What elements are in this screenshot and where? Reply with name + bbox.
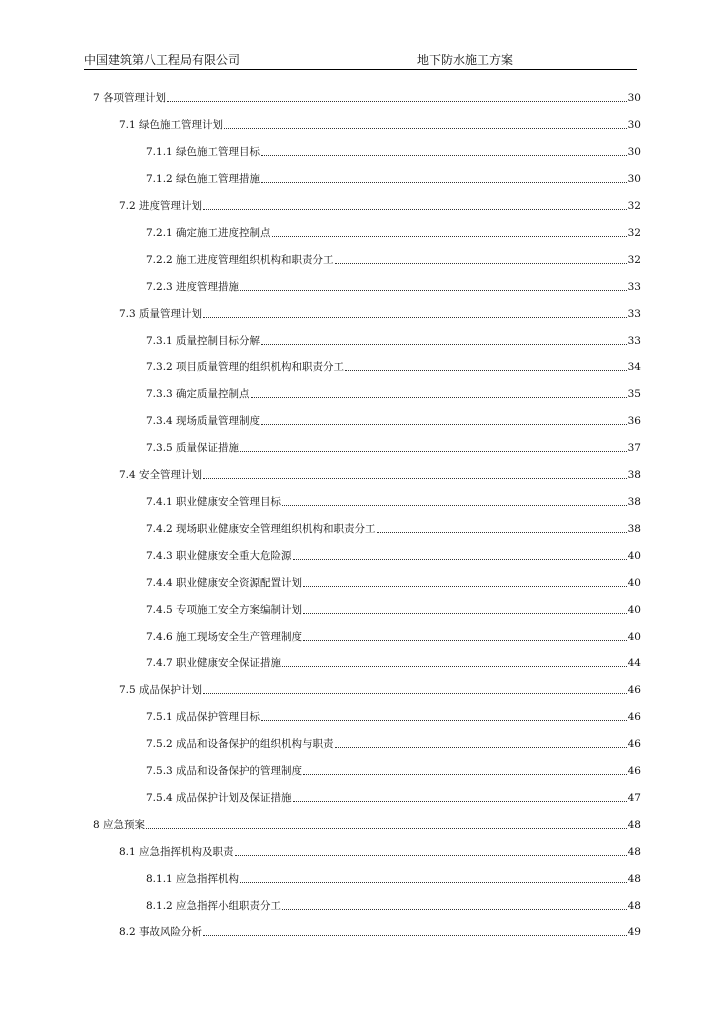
toc-entry-page: 32 — [627, 200, 641, 212]
toc-entry[interactable] — [146, 358, 641, 374]
toc-entry-label: 7.5.2 成品和设备保护的组织机构与职责 — [146, 738, 334, 750]
toc-entry-label: 7.4.4 职业健康安全资源配置计划 — [146, 577, 303, 589]
toc-entry-page: 46 — [627, 711, 641, 723]
toc-entry-label: 7.3.2 项目质量管理的组织机构和职责分工 — [146, 361, 345, 373]
toc-entry-label: 7.4.3 职业健康安全重大危险源 — [146, 550, 292, 562]
toc-entry[interactable] — [146, 439, 641, 455]
toc-entry[interactable] — [146, 654, 641, 670]
toc-entry[interactable] — [146, 897, 641, 913]
toc-entry[interactable] — [146, 332, 641, 348]
toc-dot-leader — [303, 613, 627, 614]
toc-entry-label: 7.4.2 现场职业健康安全管理组织机构和职责分工 — [146, 523, 376, 535]
toc-entry[interactable] — [146, 385, 641, 401]
toc-entry-label: 7.5.3 成品和设备保护的管理制度 — [146, 765, 303, 777]
toc-entry[interactable] — [93, 89, 641, 105]
toc-entry-page: 38 — [627, 523, 641, 535]
toc-dot-leader — [261, 155, 627, 156]
toc-entry[interactable] — [146, 143, 641, 159]
toc-dot-leader — [261, 182, 627, 183]
toc-entry-label: 7.5.1 成品保护管理目标 — [146, 711, 261, 723]
toc-dot-leader — [303, 640, 627, 641]
toc-dot-leader — [203, 935, 627, 936]
toc-entry-page: 40 — [627, 577, 641, 589]
header-document-title: 地下防水施工方案 — [417, 53, 514, 67]
toc-dot-leader — [235, 855, 627, 856]
toc-entry[interactable] — [146, 574, 641, 590]
header-company-name: 中国建筑第八工程局有限公司 — [84, 53, 241, 67]
toc-entry-label: 8.2 事故风险分析 — [119, 926, 203, 938]
toc-dot-leader — [261, 344, 627, 345]
toc-dot-leader — [303, 774, 627, 775]
toc-dot-leader — [203, 209, 627, 210]
toc-entry-page: 33 — [627, 281, 641, 293]
toc-entry[interactable] — [146, 493, 641, 509]
toc-dot-leader — [203, 693, 627, 694]
toc-dot-leader — [335, 263, 627, 264]
toc-entry-label: 7.5.4 成品保护计划及保证措施 — [146, 792, 292, 804]
toc-entry[interactable] — [146, 762, 641, 778]
toc-entry[interactable] — [119, 843, 641, 859]
toc-entry-label: 8.1 应急指挥机构及职责 — [119, 846, 234, 858]
toc-dot-leader — [282, 909, 627, 910]
toc-entry[interactable] — [146, 224, 641, 240]
toc-dot-leader — [203, 317, 627, 318]
toc-entry[interactable] — [119, 466, 641, 482]
toc-entry-page: 47 — [627, 792, 641, 804]
toc-entry-label: 7.2.3 进度管理措施 — [146, 281, 240, 293]
toc-entry-label: 7.3.1 质量控制目标分解 — [146, 335, 261, 347]
toc-dot-leader — [272, 236, 627, 237]
toc-entry[interactable] — [93, 816, 641, 832]
toc-dot-leader — [293, 801, 627, 802]
toc-dot-leader — [251, 397, 627, 398]
toc-entry-label: 7.4 安全管理计划 — [119, 469, 203, 481]
toc-entry-page: 48 — [627, 900, 641, 912]
toc-entry-page: 40 — [627, 604, 641, 616]
toc-dot-leader — [203, 478, 627, 479]
toc-entry-page: 32 — [627, 254, 641, 266]
toc-entry-page: 37 — [627, 442, 641, 454]
toc-entry[interactable] — [119, 197, 641, 213]
toc-entry[interactable] — [146, 520, 641, 536]
toc-dot-leader — [335, 747, 627, 748]
toc-entry-page: 35 — [627, 388, 641, 400]
toc-dot-leader — [303, 586, 627, 587]
toc-dot-leader — [240, 290, 627, 291]
toc-entry[interactable] — [146, 251, 641, 267]
toc-entry-page: 30 — [627, 92, 641, 104]
toc-entry-label: 7 各项管理计划 — [93, 92, 167, 104]
toc-entry-page: 48 — [627, 873, 641, 885]
toc-entry-label: 7.2 进度管理计划 — [119, 200, 203, 212]
toc-entry-label: 8.1.2 应急指挥小组职责分工 — [146, 900, 282, 912]
toc-dot-leader — [240, 882, 627, 883]
toc-entry-page: 48 — [627, 846, 641, 858]
toc-dot-leader — [282, 666, 627, 667]
toc-dot-leader — [345, 370, 627, 371]
toc-entry-label: 8.1.1 应急指挥机构 — [146, 873, 240, 885]
toc-entry[interactable] — [119, 116, 641, 132]
toc-dot-leader — [224, 128, 627, 129]
toc-entry-page: 44 — [627, 657, 641, 669]
toc-dot-leader — [293, 559, 627, 560]
toc-entry[interactable] — [146, 735, 641, 751]
toc-entry-page: 40 — [627, 550, 641, 562]
toc-entry[interactable] — [146, 278, 641, 294]
toc-entry-page: 48 — [627, 819, 641, 831]
toc-entry[interactable] — [146, 547, 641, 563]
toc-dot-leader — [240, 451, 627, 452]
toc-entry-label: 7.3 质量管理计划 — [119, 308, 203, 320]
toc-entry-page: 40 — [627, 631, 641, 643]
toc-entry-page: 38 — [627, 469, 641, 481]
toc-entry[interactable] — [146, 601, 641, 617]
toc-entry-page: 49 — [627, 926, 641, 938]
toc-entry-label: 7.4.1 职业健康安全管理目标 — [146, 496, 282, 508]
toc-entry[interactable] — [146, 708, 641, 724]
toc-entry-page: 30 — [627, 119, 641, 131]
toc-entry[interactable] — [119, 923, 641, 939]
toc-entry-label: 7.2.1 确定施工进度控制点 — [146, 227, 271, 239]
toc-entry-page: 34 — [627, 361, 641, 373]
toc-dot-leader — [282, 505, 627, 506]
toc-dot-leader — [167, 101, 627, 102]
toc-entry-page: 33 — [627, 335, 641, 347]
toc-entry-label: 7.1.2 绿色施工管理措施 — [146, 173, 261, 185]
toc-dot-leader — [146, 828, 627, 829]
toc-entry[interactable] — [146, 170, 641, 186]
toc-dot-leader — [261, 720, 627, 721]
toc-entry-page: 33 — [627, 308, 641, 320]
toc-entry-page: 36 — [627, 415, 641, 427]
toc-entry[interactable] — [119, 681, 641, 697]
toc-entry[interactable] — [146, 628, 641, 644]
toc-entry-label: 7.4.5 专项施工安全方案编制计划 — [146, 604, 303, 616]
toc-entry-page: 30 — [627, 173, 641, 185]
toc-entry-label: 7.5 成品保护计划 — [119, 684, 203, 696]
toc-entry[interactable] — [146, 870, 641, 886]
toc-dot-leader — [261, 424, 627, 425]
toc-entry-page: 32 — [627, 227, 641, 239]
toc-entry-label: 7.2.2 施工进度管理组织机构和职责分工 — [146, 254, 334, 266]
toc-entry-label: 7.3.4 现场质量管理制度 — [146, 415, 261, 427]
toc-entry-page: 30 — [627, 146, 641, 158]
toc-entry-page: 46 — [627, 765, 641, 777]
toc-entry-label: 7.3.3 确定质量控制点 — [146, 388, 250, 400]
toc-entry-page: 46 — [627, 738, 641, 750]
toc-entry-label: 7.1.1 绿色施工管理目标 — [146, 146, 261, 158]
toc-entry[interactable] — [146, 789, 641, 805]
toc-entry[interactable] — [119, 305, 641, 321]
toc-entry-page: 38 — [627, 496, 641, 508]
toc-entry-label: 8 应急预案 — [93, 819, 146, 831]
toc-entry-label: 7.4.6 施工现场安全生产管理制度 — [146, 631, 303, 643]
toc-entry-label: 7.1 绿色施工管理计划 — [119, 119, 224, 131]
toc-dot-leader — [377, 532, 627, 533]
toc-entry[interactable] — [146, 412, 641, 428]
toc-entry-page: 46 — [627, 684, 641, 696]
toc-entry-label: 7.4.7 职业健康安全保证措施 — [146, 657, 282, 669]
toc-entry-label: 7.3.5 质量保证措施 — [146, 442, 240, 454]
